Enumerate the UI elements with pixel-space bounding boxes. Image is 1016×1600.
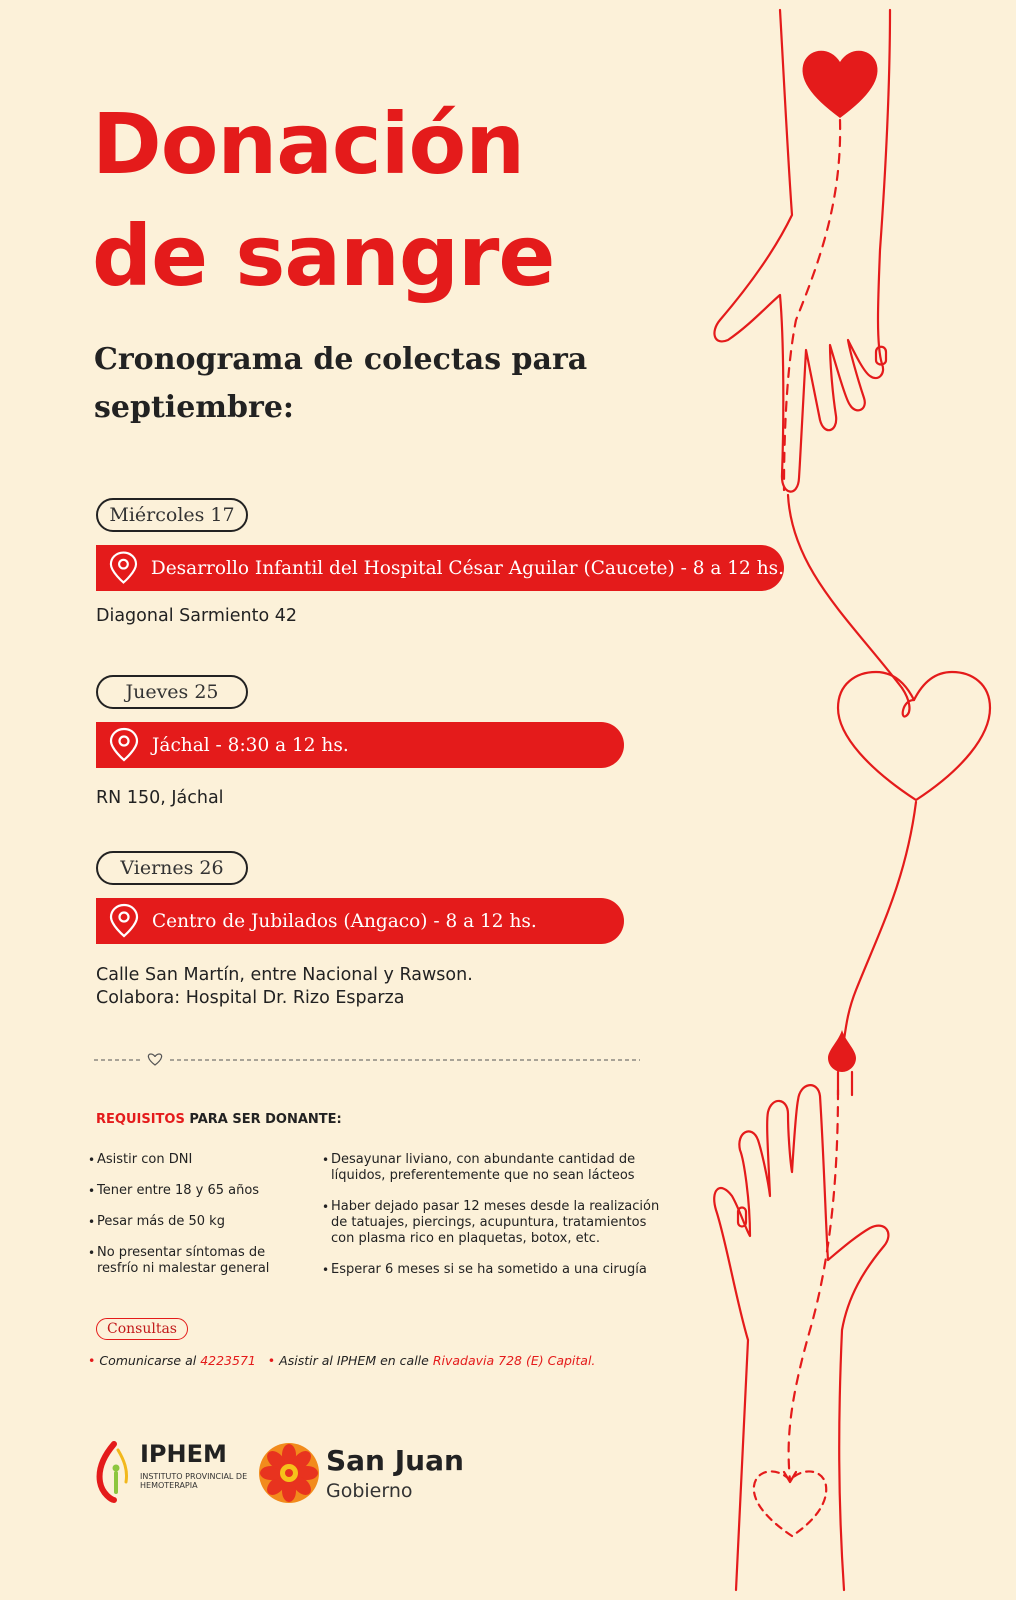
- bullet-icon: •: [88, 1353, 96, 1368]
- dashed-vein-upper: [784, 120, 840, 490]
- bullet-icon: •: [267, 1353, 276, 1368]
- day-label-3: Viernes 26: [96, 851, 248, 885]
- event-address-2: RN 150, Jáchal: [96, 788, 224, 808]
- iphem-subtitle: INSTITUTO PROVINCIAL DE HEMOTERAPIA: [140, 1472, 248, 1490]
- requirements-list-left: [88, 1152, 288, 1277]
- title-line-1: Donación: [92, 95, 525, 193]
- requirements-title-highlight: REQUISITOS: [96, 1112, 185, 1127]
- heart-outline-icon: [838, 672, 990, 800]
- lower-arm-outline: [714, 1085, 888, 1590]
- event-address-3-line-2: Colabora: Hospital Dr. Rizo Esparza: [96, 988, 405, 1008]
- requirement-item: • No presentar síntomas de resfrío ni malestar general: [88, 1245, 282, 1277]
- requirement-item: • Tener entre 18 y 65 años: [88, 1183, 288, 1199]
- iphem-name: IPHEM: [140, 1440, 227, 1468]
- requirement-item: • Asistir con DNI: [88, 1152, 288, 1168]
- event-address-3: [96, 964, 473, 1010]
- san-juan-name: San Juan: [326, 1444, 464, 1477]
- location-pin-icon: [108, 727, 140, 763]
- event-bar-3: [96, 898, 624, 944]
- title-line-2: de sangre: [92, 207, 555, 305]
- location-pin-icon: [108, 550, 139, 586]
- visit-prefix: Asistir al IPHEM en calle: [279, 1353, 433, 1368]
- iphem-logo-mark-icon: [92, 1440, 136, 1504]
- requirement-item: • Pesar más de 50 kg: [88, 1214, 288, 1230]
- event-address-1: Diagonal Sarmiento 42: [96, 606, 298, 626]
- event-bar-2: [96, 722, 624, 768]
- connector-line-1: [788, 495, 902, 688]
- visit-address: Rivadavia 728 (E) Capital.: [432, 1353, 596, 1368]
- finger-lines: [838, 1072, 852, 1095]
- san-juan-subtitle: Gobierno: [326, 1480, 413, 1502]
- requirements-title: [96, 1112, 342, 1127]
- requirements-list-right: [322, 1152, 662, 1278]
- schedule-subtitle: Cronograma de colectas para septiembre:: [94, 342, 588, 425]
- consultas-label: Consultas: [96, 1318, 188, 1340]
- heart-top-icon: [803, 51, 878, 118]
- dashed-divider: [92, 1050, 652, 1070]
- event-address-3-line-1: Calle San Martín, entre Nacional y Rawson.: [96, 965, 473, 985]
- heart-inner-loop: [902, 688, 914, 717]
- requirement-item: • Desayunar liviano, con abundante cantidad de líquidos, preferentemente que no sean lácteos: [322, 1152, 641, 1184]
- day-label-2: Jueves 25: [96, 675, 248, 709]
- contact-line: [88, 1353, 595, 1368]
- day-label-1: Miércoles 17: [96, 498, 248, 532]
- event-place-1: Desarrollo Infantil del Hospital César Aguilar (Caucete) - 8 a 12 hs.: [150, 557, 784, 579]
- san-juan-logo: [256, 1440, 476, 1510]
- requirement-item: • Haber dejado pasar 12 meses desde la realización de tatuajes, piercings, acupuntura, tratamientos con plasma rico en plaquetas, botox, etc.: [322, 1199, 661, 1247]
- connector-line-2: [844, 802, 916, 1040]
- san-juan-flower-icon: [256, 1440, 322, 1506]
- main-title: [92, 88, 554, 312]
- location-pin-icon: [108, 903, 140, 939]
- iphem-logo: [92, 1440, 252, 1504]
- dashed-vein-lower: [789, 1090, 838, 1480]
- requirement-item: • Esperar 6 meses si se ha sometido a una cirugía: [322, 1262, 662, 1278]
- phone-prefix: Comunicarse al: [99, 1353, 201, 1368]
- blood-drop-icon: [828, 1030, 856, 1072]
- requirements-title-rest: PARA SER DONANTE:: [184, 1112, 342, 1127]
- event-place-2: Jáchal - 8:30 a 12 hs.: [152, 734, 349, 756]
- phone-number[interactable]: 4223571: [200, 1353, 256, 1368]
- event-place-3: Centro de Jubilados (Angaco) - 8 a 12 hs.: [152, 910, 537, 932]
- blood-donation-illustration: [680, 0, 1016, 1600]
- small-heart-icon: [148, 1054, 161, 1065]
